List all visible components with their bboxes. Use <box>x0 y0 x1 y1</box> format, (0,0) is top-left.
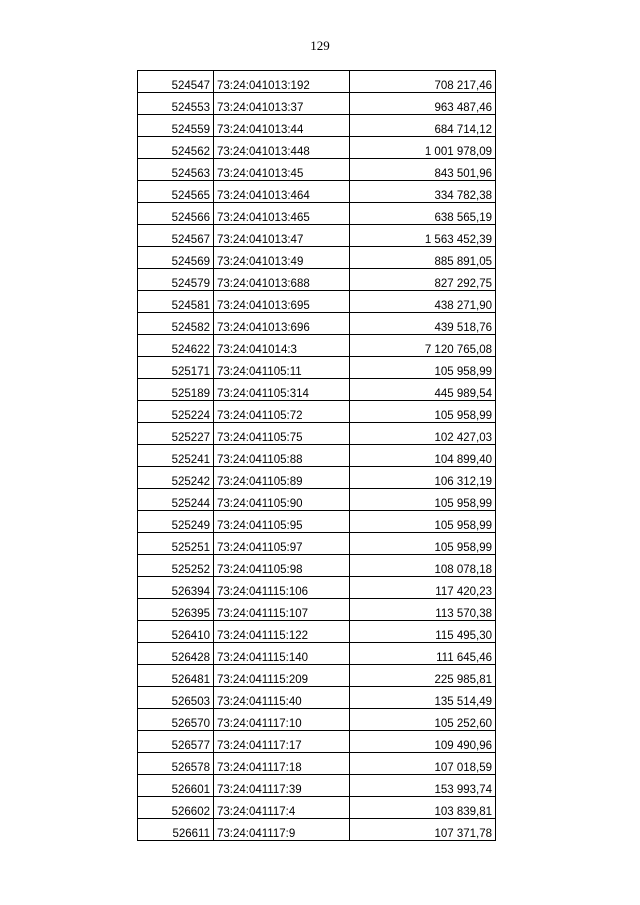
record-number-cell: 524581 <box>138 291 214 313</box>
cadastral-number-cell: 73:24:041013:696 <box>214 313 350 335</box>
cadastral-value-cell: 115 495,30 <box>350 621 496 643</box>
record-number-cell: 526428 <box>138 643 214 665</box>
cadastral-value-cell: 827 292,75 <box>350 269 496 291</box>
cadastral-value-cell: 334 782,38 <box>350 181 496 203</box>
cadastral-number-cell: 73:24:041013:45 <box>214 159 350 181</box>
table-row <box>138 687 496 709</box>
record-number-cell: 524567 <box>138 225 214 247</box>
record-number-cell: 526570 <box>138 709 214 731</box>
table-row <box>138 621 496 643</box>
table-row <box>138 181 496 203</box>
table-row <box>138 291 496 313</box>
table-row <box>138 423 496 445</box>
record-number-cell: 526602 <box>138 797 214 819</box>
record-number-cell: 526611 <box>138 819 214 841</box>
cadastral-number-cell: 73:24:041105:98 <box>214 555 350 577</box>
table-row <box>138 269 496 291</box>
cadastral-value-cell: 109 490,96 <box>350 731 496 753</box>
table-row <box>138 115 496 137</box>
cadastral-number-cell: 73:24:041117:18 <box>214 753 350 775</box>
cadastral-value-cell: 105 958,99 <box>350 357 496 379</box>
cadastral-number-cell: 73:24:041117:39 <box>214 775 350 797</box>
cadastral-value-cell: 1 563 452,39 <box>350 225 496 247</box>
record-number-cell: 524559 <box>138 115 214 137</box>
record-number-cell: 525189 <box>138 379 214 401</box>
table-row <box>138 819 496 841</box>
record-number-cell: 526394 <box>138 577 214 599</box>
record-number-cell: 525249 <box>138 511 214 533</box>
table-row <box>138 357 496 379</box>
cadastral-number-cell: 73:24:041115:209 <box>214 665 350 687</box>
cadastral-value-cell: 439 518,76 <box>350 313 496 335</box>
cadastral-value-cell: 638 565,19 <box>350 203 496 225</box>
cadastral-number-cell: 73:24:041115:107 <box>214 599 350 621</box>
record-number-cell: 524553 <box>138 93 214 115</box>
record-number-cell: 526481 <box>138 665 214 687</box>
table-row <box>138 445 496 467</box>
table-row <box>138 247 496 269</box>
cadastral-value-cell: 684 714,12 <box>350 115 496 137</box>
record-number-cell: 526577 <box>138 731 214 753</box>
cadastral-value-cell: 107 018,59 <box>350 753 496 775</box>
cadastral-number-cell: 73:24:041013:464 <box>214 181 350 203</box>
table-row <box>138 665 496 687</box>
cadastral-number-cell: 73:24:041105:88 <box>214 445 350 467</box>
cadastral-number-cell: 73:24:041013:688 <box>214 269 350 291</box>
cadastral-value-cell: 117 420,23 <box>350 577 496 599</box>
cadastral-number-cell: 73:24:041013:465 <box>214 203 350 225</box>
table-row <box>138 203 496 225</box>
record-number-cell: 526503 <box>138 687 214 709</box>
cadastral-number-cell: 73:24:041117:9 <box>214 819 350 841</box>
cadastral-value-table <box>137 70 496 841</box>
cadastral-number-cell: 73:24:041115:40 <box>214 687 350 709</box>
record-number-cell: 526578 <box>138 753 214 775</box>
cadastral-value-cell: 103 839,81 <box>350 797 496 819</box>
record-number-cell: 524622 <box>138 335 214 357</box>
cadastral-number-cell: 73:24:041013:49 <box>214 247 350 269</box>
cadastral-value-cell: 107 371,78 <box>350 819 496 841</box>
cadastral-value-cell: 106 312,19 <box>350 467 496 489</box>
table-row <box>138 225 496 247</box>
table-row <box>138 643 496 665</box>
table-row <box>138 775 496 797</box>
table-row <box>138 313 496 335</box>
record-number-cell: 525244 <box>138 489 214 511</box>
cadastral-number-cell: 73:24:041105:72 <box>214 401 350 423</box>
table-row <box>138 533 496 555</box>
cadastral-number-cell: 73:24:041105:75 <box>214 423 350 445</box>
cadastral-number-cell: 73:24:041105:97 <box>214 533 350 555</box>
cadastral-value-cell: 113 570,38 <box>350 599 496 621</box>
cadastral-number-cell: 73:24:041013:448 <box>214 137 350 159</box>
page-number: 129 <box>310 38 330 53</box>
record-number-cell: 525227 <box>138 423 214 445</box>
cadastral-value-cell: 135 514,49 <box>350 687 496 709</box>
table-row <box>138 137 496 159</box>
table-row <box>138 709 496 731</box>
cadastral-value-cell: 105 958,99 <box>350 401 496 423</box>
cadastral-value-cell: 111 645,46 <box>350 643 496 665</box>
cadastral-value-cell: 963 487,46 <box>350 93 496 115</box>
record-number-cell: 524579 <box>138 269 214 291</box>
cadastral-number-cell: 73:24:041117:10 <box>214 709 350 731</box>
cadastral-number-cell: 73:24:041013:37 <box>214 93 350 115</box>
cadastral-number-cell: 73:24:041105:89 <box>214 467 350 489</box>
table-row <box>138 555 496 577</box>
cadastral-value-cell: 105 958,99 <box>350 511 496 533</box>
cadastral-value-cell: 102 427,03 <box>350 423 496 445</box>
cadastral-number-cell: 73:24:041014:3 <box>214 335 350 357</box>
record-number-cell: 524569 <box>138 247 214 269</box>
cadastral-number-cell: 73:24:041117:17 <box>214 731 350 753</box>
table-row <box>138 797 496 819</box>
cadastral-value-cell: 105 958,99 <box>350 533 496 555</box>
cadastral-number-cell: 73:24:041115:140 <box>214 643 350 665</box>
record-number-cell: 524566 <box>138 203 214 225</box>
record-number-cell: 525252 <box>138 555 214 577</box>
cadastral-value-cell: 843 501,96 <box>350 159 496 181</box>
record-number-cell: 524547 <box>138 71 214 93</box>
record-number-cell: 526395 <box>138 599 214 621</box>
cadastral-number-cell: 73:24:041013:695 <box>214 291 350 313</box>
cadastral-value-cell: 153 993,74 <box>350 775 496 797</box>
cadastral-number-cell: 73:24:041105:95 <box>214 511 350 533</box>
cadastral-value-cell: 105 958,99 <box>350 489 496 511</box>
cadastral-value-cell: 885 891,05 <box>350 247 496 269</box>
cadastral-number-cell: 73:24:041115:122 <box>214 621 350 643</box>
table-row <box>138 511 496 533</box>
table-row <box>138 379 496 401</box>
table-row <box>138 489 496 511</box>
cadastral-value-cell: 105 252,60 <box>350 709 496 731</box>
cadastral-number-cell: 73:24:041105:90 <box>214 489 350 511</box>
table-row <box>138 159 496 181</box>
table-row <box>138 401 496 423</box>
cadastral-number-cell: 73:24:041013:192 <box>214 71 350 93</box>
cadastral-number-cell: 73:24:041105:11 <box>214 357 350 379</box>
table-row <box>138 577 496 599</box>
record-number-cell: 525251 <box>138 533 214 555</box>
cadastral-value-cell: 225 985,81 <box>350 665 496 687</box>
record-number-cell: 526410 <box>138 621 214 643</box>
table-row <box>138 599 496 621</box>
cadastral-value-cell: 108 078,18 <box>350 555 496 577</box>
record-number-cell: 525171 <box>138 357 214 379</box>
table-row <box>138 335 496 357</box>
record-number-cell: 526601 <box>138 775 214 797</box>
cadastral-value-cell: 104 899,40 <box>350 445 496 467</box>
cadastral-number-cell: 73:24:041115:106 <box>214 577 350 599</box>
cadastral-number-cell: 73:24:041013:47 <box>214 225 350 247</box>
cadastral-number-cell: 73:24:041105:314 <box>214 379 350 401</box>
record-number-cell: 524565 <box>138 181 214 203</box>
cadastral-value-cell: 1 001 978,09 <box>350 137 496 159</box>
cadastral-number-cell: 73:24:041117:4 <box>214 797 350 819</box>
table-row <box>138 731 496 753</box>
cadastral-value-cell: 445 989,54 <box>350 379 496 401</box>
cadastral-value-cell: 7 120 765,08 <box>350 335 496 357</box>
record-number-cell: 524563 <box>138 159 214 181</box>
record-number-cell: 525242 <box>138 467 214 489</box>
table-row <box>138 93 496 115</box>
record-number-cell: 525224 <box>138 401 214 423</box>
table-body <box>138 71 496 841</box>
cadastral-value-cell: 708 217,46 <box>350 71 496 93</box>
table-row <box>138 753 496 775</box>
cadastral-value-cell: 438 271,90 <box>350 291 496 313</box>
table-row <box>138 467 496 489</box>
table-row <box>138 71 496 93</box>
cadastral-number-cell: 73:24:041013:44 <box>214 115 350 137</box>
record-number-cell: 525241 <box>138 445 214 467</box>
record-number-cell: 524562 <box>138 137 214 159</box>
record-number-cell: 524582 <box>138 313 214 335</box>
